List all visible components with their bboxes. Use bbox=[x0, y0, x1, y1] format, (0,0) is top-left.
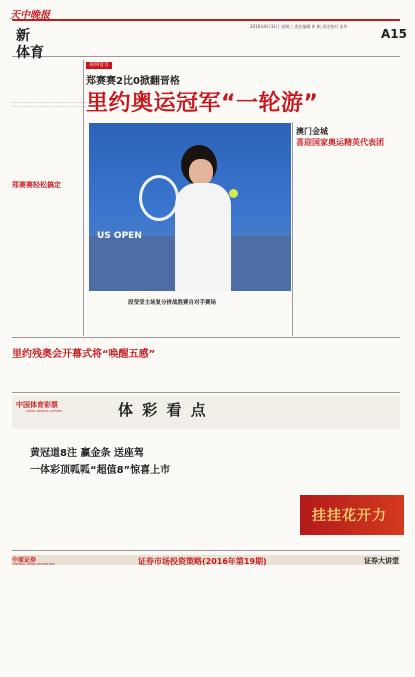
lottery-logo: 中国体育彩票 bbox=[16, 401, 58, 409]
racket-graphic bbox=[139, 175, 179, 221]
section-label: 新 体育 bbox=[16, 28, 44, 61]
lottery-title: 体 彩 看 点 bbox=[118, 401, 208, 419]
lottery-headline-2: 一体彩顶呱呱“超值8”惊喜上市 bbox=[30, 465, 171, 476]
column-divider bbox=[292, 122, 293, 336]
column-title: 郑赛赛轻松搞定 bbox=[12, 181, 61, 189]
header-bottom-rule bbox=[12, 56, 400, 57]
article-body: ……………………………………………………………………… ……………………………………………………………………… bbox=[12, 100, 99, 109]
kicker: 美网首日 bbox=[86, 62, 112, 69]
page-number: A15 bbox=[381, 27, 407, 41]
headline: 里约奥运冠军“一轮游” bbox=[86, 91, 319, 116]
article-subtitle: 喜迎国家奥运精英代表团 bbox=[296, 138, 384, 147]
lottery-logo-sub: CHINA SPORTS LOTTERY bbox=[26, 409, 63, 413]
issue-meta: 2016年8月31日 星期三 责任编辑 崔 帆 责任校对 朱华 bbox=[250, 24, 348, 29]
securities-tag: 证券大讲堂 bbox=[364, 557, 399, 565]
section-divider bbox=[12, 392, 400, 393]
lottery-ad-image bbox=[300, 495, 404, 535]
masthead-logo: 天中晚报 bbox=[10, 10, 50, 21]
securities-title: 证券市场投资策略(2016年第19期) bbox=[138, 557, 267, 566]
tennis-ball-graphic bbox=[229, 189, 238, 198]
photo-caption: 段莹莹主场复分拼战胜赛自对手赛场 bbox=[128, 300, 217, 306]
photo-text: US OPEN bbox=[97, 231, 142, 241]
section-headline: 里约残奥会开幕式将“唤醒五感” bbox=[12, 349, 156, 360]
news-photo bbox=[89, 123, 291, 291]
section-divider bbox=[12, 337, 400, 338]
lottery-headline-1: 黄冠道8注 赢金条 送座驾 bbox=[30, 448, 144, 459]
subheadline: 郑赛赛2比0掀翻晋格 bbox=[86, 76, 180, 87]
header-rule bbox=[12, 19, 400, 21]
section-divider bbox=[12, 550, 400, 551]
securities-logo-en: CENTRAL CHINA SECURITIES bbox=[12, 562, 55, 566]
article-title: 澳门金城 bbox=[296, 127, 328, 136]
ad-text: 挂挂花开力 bbox=[312, 508, 387, 524]
securities-logo: 中原证券 bbox=[12, 557, 37, 564]
